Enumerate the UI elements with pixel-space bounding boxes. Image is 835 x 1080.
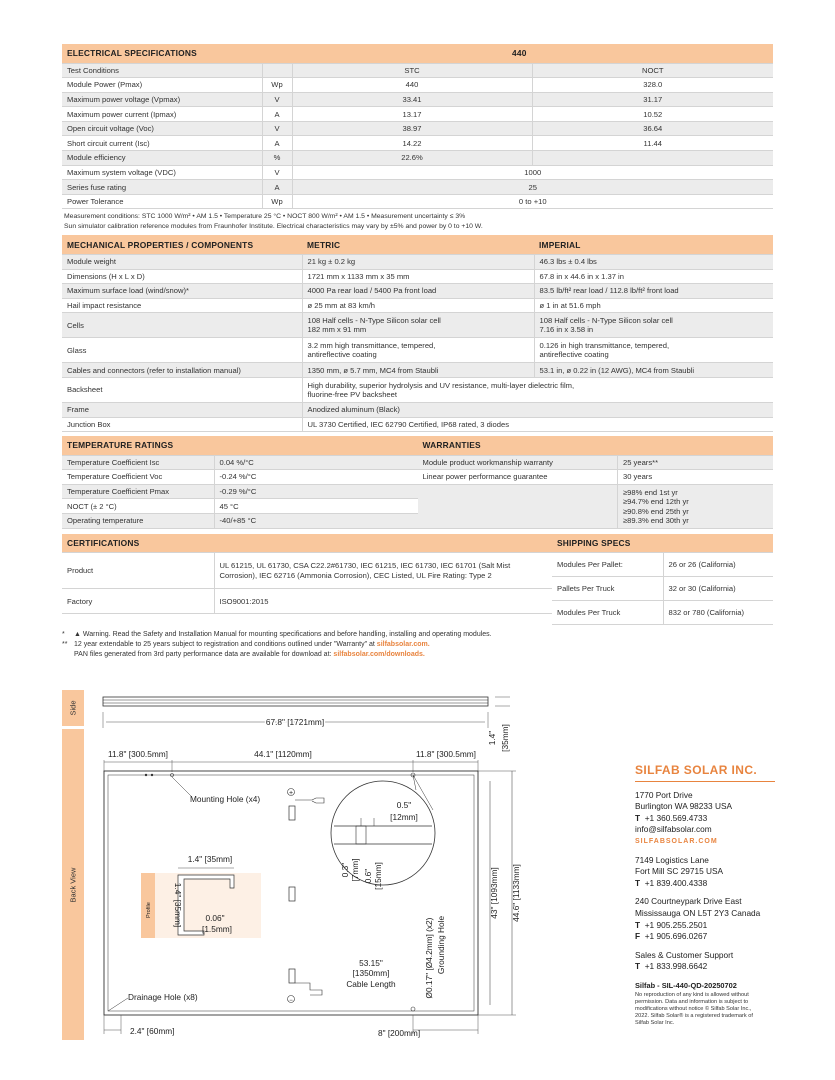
- stc-header: STC: [292, 63, 532, 78]
- cells-metric-line: 108 Half cells - N-Type Silicon solar cell: [307, 316, 441, 326]
- row-label: Maximum surface load (wind/snow)*: [62, 284, 302, 299]
- imperial-title: IMPERIAL: [534, 235, 773, 254]
- email[interactable]: info@silfabsolar.com: [635, 824, 712, 835]
- row-label: Modules Per Pallet:: [552, 553, 663, 577]
- cables-imperial: 53.1 in, ø 0.22 in (12 AWG), MC4 from Staubli: [534, 363, 773, 378]
- footnote-mark: *: [62, 631, 65, 639]
- row-value: 25 years**: [618, 455, 774, 470]
- row-imperial: 46.3 lbs ± 0.4 lbs: [534, 254, 773, 269]
- svg-text:+: +: [288, 790, 294, 797]
- phone: +1 360.569.4733: [644, 812, 708, 823]
- row-value: 30 years: [618, 470, 774, 485]
- cells-imperial-line: 7.16 in x 3.58 in: [539, 325, 594, 335]
- phone-label: T: [635, 961, 641, 972]
- warranty-link[interactable]: silfabsolar.com.: [376, 641, 430, 649]
- phone: +1 905.255.2501: [644, 919, 708, 930]
- row-imperial: ø 1 in at 51.6 mph: [534, 298, 773, 313]
- electrical-title: ELECTRICAL SPECIFICATIONS: [62, 44, 262, 63]
- cable-length-in: 53.15": [359, 958, 383, 968]
- glass-imperial-line: antireflective coating: [539, 350, 609, 360]
- row-label: Open circuit voltage (Voc): [62, 121, 262, 136]
- row-value: 45 °C: [214, 499, 418, 514]
- warning-icon: ▲: [74, 631, 81, 639]
- row-value: -0.29 %/°C: [214, 484, 418, 499]
- legal-text: [635, 992, 775, 1028]
- cables-metric: 1350 mm, ø 5.7 mm, MC4 from Staubli: [302, 363, 534, 378]
- row-noct: 10.52: [532, 107, 773, 122]
- profile-width: 1.4" [35mm]: [187, 854, 233, 864]
- row-unit: A: [262, 180, 292, 195]
- phone: +1 839.400.4338: [644, 877, 708, 888]
- website-link[interactable]: SILFABSOLAR.COM: [635, 837, 718, 845]
- row-noct: 36.64: [532, 121, 773, 136]
- row-unit: Wp: [262, 194, 292, 209]
- backsheet-line: fluorine-free PV backsheet: [307, 389, 397, 399]
- glass-label: Glass: [62, 338, 302, 363]
- phone-label: T: [635, 877, 641, 888]
- row-unit: %: [262, 151, 292, 166]
- dim-right: 11.8" [300.5mm]: [416, 749, 476, 759]
- guarantee-item: ≥89.3% end 30th yr: [623, 516, 689, 526]
- side-label: Side: [68, 700, 78, 716]
- row-unit: Wp: [262, 78, 292, 93]
- row-label: Power Tolerance: [62, 194, 262, 209]
- backsheet-label: Backsheet: [62, 377, 302, 402]
- profile-inset: [141, 873, 261, 938]
- note-line: Sun simulator calibration reference modules from Fraunhofer Institute. Electrical characteristics may vary by ±5% and power by 0 to +10 W.: [64, 222, 483, 230]
- cert-line: UL 61215, UL 61730, CSA C22.2#61730, IEC 61215, IEC 61730, IEC 61701 (Salt Mist: [219, 560, 511, 570]
- row-stc: 440: [292, 78, 532, 93]
- svg-text:−: −: [289, 998, 293, 1004]
- metric-title: METRIC: [302, 235, 534, 254]
- cells-imperial-line: 108 Half cells - N-Type Silicon solar cell: [539, 316, 673, 326]
- phone-line: [635, 878, 775, 890]
- address-line: Mississauga ON L5T 2Y3 Canada: [635, 907, 761, 918]
- phone-line: [635, 920, 775, 932]
- detail-dim-06: 0.6": [363, 868, 373, 884]
- cells-label: Cells: [62, 313, 302, 338]
- row-label: Short circuit current (Isc): [62, 136, 262, 151]
- legal-line: permission. Data and information is subject to: [635, 998, 749, 1005]
- row-label: Hail impact resistance: [62, 298, 302, 313]
- row-label: Series fuse rating: [62, 180, 262, 195]
- bottom-right-dim: 8" [200mm]: [378, 1028, 421, 1038]
- row-label: Maximum power voltage (Vpmax): [62, 92, 262, 107]
- row-value: 0 to +10: [292, 194, 773, 209]
- row-imperial: 67.8 in x 44.6 in x 1.37 in: [534, 269, 773, 284]
- junction-label: Junction Box: [62, 417, 302, 432]
- grounding-hole-label: Grounding Hole: [436, 915, 446, 975]
- row-metric: 21 kg ± 0.2 kg: [302, 254, 534, 269]
- cable-length-mm: [1350mm]: [352, 968, 390, 978]
- profile-thickness-mm: [1.5mm]: [202, 924, 232, 934]
- row-value: -40/+85 °C: [214, 513, 418, 528]
- legal-line: Silfab Solar Inc.: [635, 1020, 675, 1027]
- mechanical-title: MECHANICAL PROPERTIES / COMPONENTS: [62, 235, 302, 254]
- frame-label: Frame: [62, 402, 302, 417]
- downloads-link[interactable]: silfabsolar.com/downloads.: [333, 651, 425, 659]
- glass-metric-line: antireflective coating: [307, 350, 377, 360]
- row-unit: A: [262, 136, 292, 151]
- phone-label: T: [635, 919, 641, 930]
- back-view-label: Back View: [68, 867, 78, 902]
- company-block: [635, 765, 775, 1028]
- row-label: Maximum power current (Ipmax): [62, 107, 262, 122]
- note-line: Measurement conditions: STC 1000 W/m² • AM 1.5 • Temperature 25 °C • NOCT 800 W/m² • AM 1.5 • Measurement uncertainty ≤ 3%: [64, 213, 466, 221]
- length-dimension: 67.8" [1721mm]: [265, 717, 325, 727]
- row-label: Dimensions (H x L x D): [62, 269, 302, 284]
- phone-line: [635, 813, 775, 825]
- company-name: SILFAB SOLAR INC.: [635, 765, 775, 782]
- row-label: Pallets Per Truck: [552, 577, 663, 601]
- legal-line: modifications without notice © Silfab Solar Inc.,: [635, 1005, 752, 1012]
- row-stc: 33.41: [292, 92, 532, 107]
- row-unit: V: [262, 165, 292, 180]
- row-label: Operating temperature: [62, 513, 214, 528]
- detail-dim-05: 0.5": [396, 800, 412, 810]
- address-line: Burlington WA 98233 USA: [635, 801, 733, 812]
- row-metric: 4000 Pa rear load / 5400 Pa front load: [302, 284, 534, 299]
- row-metric: 1721 mm x 1133 mm x 35 mm: [302, 269, 534, 284]
- noct-header: NOCT: [532, 63, 773, 78]
- frame-value: Anodized aluminum (Black): [302, 402, 773, 417]
- cables-label: Cables and connectors (refer to installation manual): [62, 363, 302, 378]
- row-value: 26 or 26 (California): [663, 553, 773, 577]
- row-value: 32 or 30 (California): [663, 577, 773, 601]
- test-conditions-label: Test Conditions: [62, 63, 262, 78]
- row-label: Modules Per Truck: [552, 601, 663, 625]
- address-line: 7149 Logistics Lane: [635, 854, 709, 865]
- guarantee-item: ≥90.8% end 25th yr: [623, 506, 689, 516]
- junction-value: UL 3730 Certified, IEC 62790 Certified, IP68 rated, 3 diodes: [302, 417, 773, 432]
- legal-line: 2022. Silfab Solar® is a registered trademark of: [635, 1013, 753, 1020]
- detail-dim-7: [7mm]: [350, 858, 360, 882]
- drainage-hole-label: Drainage Hole (x8): [128, 992, 198, 1002]
- row-value: 1000: [292, 165, 773, 180]
- row-label: Module Power (Pmax): [62, 78, 262, 93]
- row-noct: 328.0: [532, 78, 773, 93]
- row-label: Module weight: [62, 254, 302, 269]
- footnote-text: 12 year extendable to 25 years subject to registration and conditions outlined under "Warranty" at: [74, 641, 375, 649]
- cable-length-label: Cable Length: [346, 979, 396, 989]
- side-view-frame: [103, 697, 488, 706]
- temperature-title: TEMPERATURE RATINGS: [62, 436, 418, 455]
- support-label: Sales & Customer Support: [635, 949, 734, 960]
- row-label: Maximum system voltage (VDC): [62, 165, 262, 180]
- height-inner: 43" [1093mm]: [489, 867, 499, 919]
- row-label: Module efficiency: [62, 151, 262, 166]
- height-outer: 44.6" [1133mm]: [511, 864, 521, 922]
- product-label: Product: [62, 553, 214, 589]
- document-id: Silfab - SIL-440-QD-20250702: [635, 980, 737, 990]
- fax-line: [635, 931, 775, 943]
- guarantee-item: ≥98% end 1st yr: [623, 487, 678, 497]
- bottom-left-dim: 2.4" [60mm]: [130, 1026, 175, 1036]
- fax-label: F: [635, 931, 641, 942]
- warranties-title: WARRANTIES: [418, 436, 774, 455]
- factory-value: ISO9001:2015: [214, 589, 552, 614]
- side-depth-mm: [35mm]: [500, 724, 510, 752]
- row-label: Linear power performance guarantee: [418, 470, 618, 485]
- dim-middle: 44.1" [1120mm]: [254, 749, 312, 759]
- profile-label: Profile: [146, 902, 152, 918]
- phone: +1 833.998.6642: [644, 961, 708, 972]
- phone-label: T: [635, 812, 641, 823]
- row-stc: 22.6%: [292, 151, 532, 166]
- row-imperial: 83.5 lb/ft² rear load / 112.8 lb/ft² front load: [534, 284, 773, 299]
- cells-metric-line: 182 mm x 91 mm: [307, 325, 367, 335]
- address-line: 1770 Port Drive: [635, 789, 693, 800]
- row-stc: 38.97: [292, 121, 532, 136]
- row-label: Module product workmanship warranty: [418, 455, 618, 470]
- row-value: 0.04 %/°C: [214, 455, 418, 470]
- shipping-title: SHIPPING SPECS: [552, 534, 773, 553]
- grounding-hole-size: Ø0.17" [Ø4.2mm] (x2): [424, 917, 434, 999]
- footnote-text: Warning. Read the Safety and Installation Manual for mounting specifications and before handling, installing and operating modules.: [82, 631, 492, 639]
- detail-dim-03: 0.3": [340, 862, 350, 878]
- row-label: Temperature Coefficient Voc: [62, 470, 214, 485]
- certifications-title: CERTIFICATIONS: [62, 534, 552, 553]
- phone-line: [635, 961, 775, 973]
- row-value: 25: [292, 180, 773, 195]
- dim-left: 11.8" [300.5mm]: [108, 749, 168, 759]
- row-noct: 31.17: [532, 92, 773, 107]
- profile-thickness-in: 0.06": [205, 913, 225, 923]
- electrical-model: 440: [292, 44, 773, 63]
- row-metric: ø 25 mm at 83 km/h: [302, 298, 534, 313]
- row-stc: 13.17: [292, 107, 532, 122]
- row-label: NOCT (± 2 °C): [62, 499, 214, 514]
- row-unit: A: [262, 107, 292, 122]
- cert-line: Corrosion), IEC 62716 (Ammonia Corrosion), CEC Listed, UL Fire Rating: Type 2: [219, 570, 492, 580]
- fax: +1 905.696.0267: [644, 931, 708, 942]
- row-unit: V: [262, 92, 292, 107]
- footnote-mark: **: [62, 641, 68, 649]
- row-value: -0.24 %/°C: [214, 470, 418, 485]
- address-line: Fort Mill SC 29715 USA: [635, 866, 724, 877]
- row-noct: 11.44: [532, 136, 773, 151]
- row-unit: V: [262, 121, 292, 136]
- footnote-text: PAN files generated from 3rd party performance data are available for download at:: [74, 651, 332, 659]
- detail-dim-15: [15mm]: [373, 862, 383, 890]
- profile-height: 1.4" [35mm]: [173, 882, 183, 928]
- row-label: Temperature Coefficient Pmax: [62, 484, 214, 499]
- legal-line: No reproduction of any kind is allowed without: [635, 991, 749, 998]
- detail-dim-12: [12mm]: [390, 812, 418, 822]
- glass-metric-line: 3.2 mm high transmittance, tempered,: [307, 341, 436, 351]
- row-stc: 14.22: [292, 136, 532, 151]
- side-depth-in: 1.4": [487, 730, 497, 746]
- row-label: Temperature Coefficient Isc: [62, 455, 214, 470]
- factory-label: Factory: [62, 589, 214, 614]
- mounting-hole-label: Mounting Hole (x4): [190, 794, 261, 804]
- row-value: 832 or 780 (California): [663, 601, 773, 625]
- glass-imperial-line: 0.126 in high transmittance, tempered,: [539, 341, 670, 351]
- backsheet-line: High durability, superior hydrolysis and UV resistance, multi-layer dielectric film,: [307, 380, 575, 390]
- guarantee-item: ≥94.7% end 12th yr: [623, 497, 689, 507]
- address-line: 240 Courtneypark Drive East: [635, 896, 742, 907]
